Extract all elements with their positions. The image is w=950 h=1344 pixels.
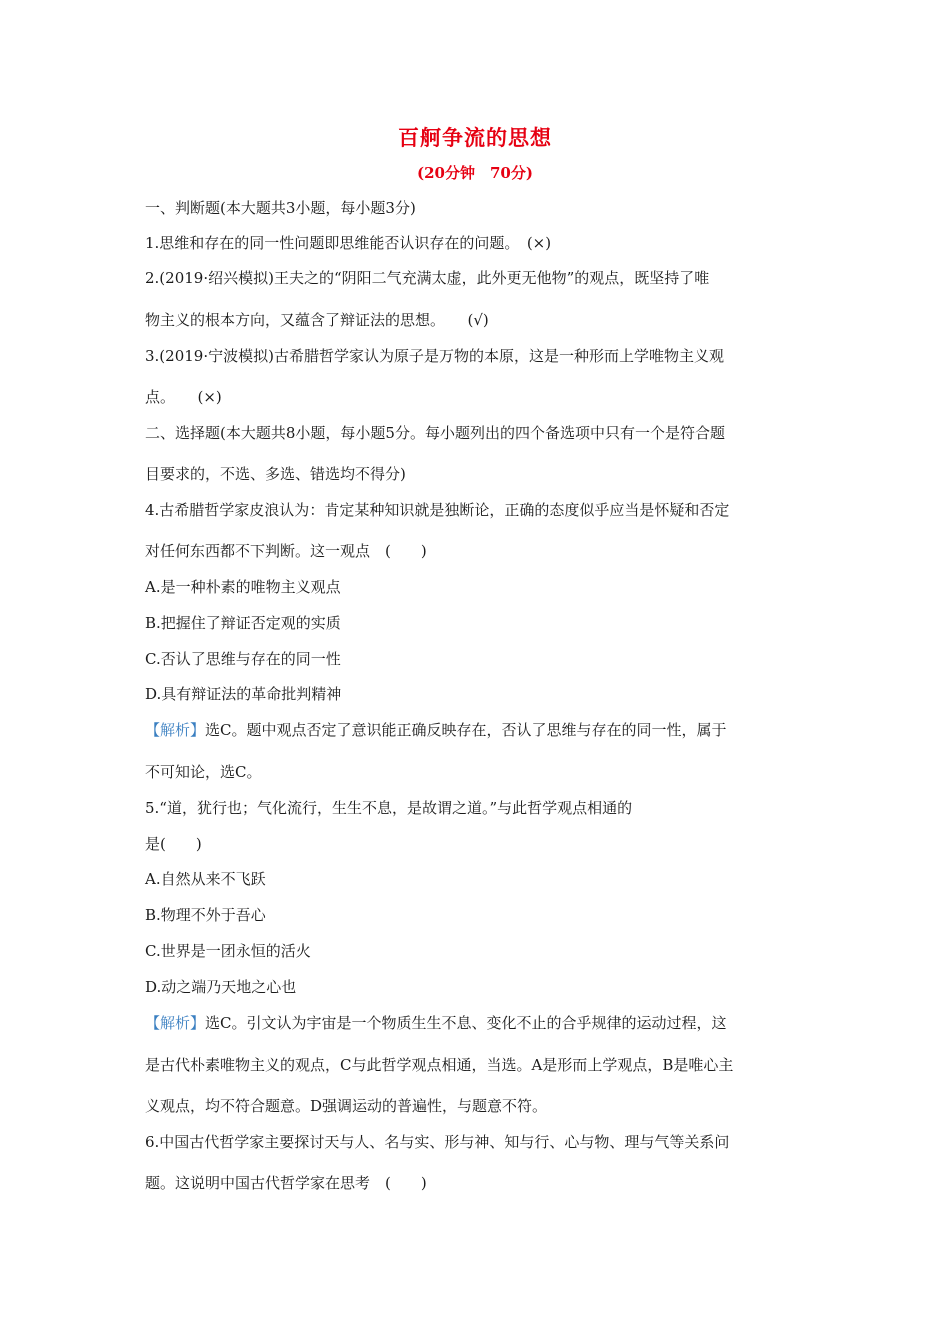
question-3-line-1: 3.(2019·宁波模拟)古希腊哲学家认为原子是万物的本原，这是一种形而上学唯物主义观 xyxy=(145,347,724,365)
analysis-text: 选C。引文认为宇宙是一个物质生生不息、变化不止的合乎规律的运动过程，这 xyxy=(205,1014,727,1032)
analysis-tag: 【解析】 xyxy=(145,721,206,739)
question-4-option-c: C.否认了思维与存在的同一性 xyxy=(145,650,341,668)
question-5-analysis-line-1 xyxy=(145,1013,727,1033)
question-6-stem-line-1: 6.中国古代哲学家主要探讨天与人、名与实、形与神、知与行、心与物、理与气等关系问 xyxy=(145,1133,730,1151)
question-4-option-a: A.是一种朴素的唯物主义观点 xyxy=(145,578,341,596)
question-5-option-b: B.物理不外于吾心 xyxy=(145,906,266,924)
question-5-stem-line-1: 5.“道，犹行也；气化流行，生生不息，是故谓之道。”与此哲学观点相通的 xyxy=(145,799,633,817)
question-4-analysis-line-2: 不可知论，选C。 xyxy=(145,763,262,781)
choice-section-heading-line-1: 二、选择题(本大题共8小题，每小题5分。每小题列出的四个备选项中只有一个是符合题 xyxy=(145,424,725,442)
question-6-stem-line-2: 题。这说明中国古代哲学家在思考 ( ) xyxy=(145,1174,427,1192)
question-2-line-1: 2.(2019·绍兴模拟)王夫之的“阴阳二气充满太虚，此外更无他物”的观点，既坚持了唯 xyxy=(145,269,710,287)
analysis-tag: 【解析】 xyxy=(145,1014,206,1032)
question-5-option-c: C.世界是一团永恒的活火 xyxy=(145,942,311,960)
page-subtitle: (20分钟 70分) xyxy=(417,164,533,182)
question-5-analysis-line-2: 是古代朴素唯物主义的观点，C与此哲学观点相通，当选。A是形而上学观点，B是唯心主 xyxy=(145,1056,734,1074)
question-5-analysis-line-3: 义观点，均不符合题意。D强调运动的普遍性，与题意不符。 xyxy=(145,1097,548,1115)
question-4-option-b: B.把握住了辩证否定观的实质 xyxy=(145,614,341,632)
question-1: 1.思维和存在的同一性问题即思维能否认识存在的问题。 (×) xyxy=(145,234,552,252)
page-title: 百舸争流的思想 xyxy=(398,125,552,150)
question-4-stem-line-2: 对任何东西都不下判断。这一观点 ( ) xyxy=(145,542,427,560)
question-2-line-2: 物主义的根本方向，又蕴含了辩证法的思想。 (√) xyxy=(145,311,489,329)
question-4-stem-line-1: 4.古希腊哲学家皮浪认为：肯定某种知识就是独断论，正确的态度似乎应当是怀疑和否定 xyxy=(145,501,730,519)
question-5-option-d: D.动之端乃天地之心也 xyxy=(145,978,297,996)
judge-section-heading: 一、判断题(本大题共3小题，每小题3分) xyxy=(145,199,416,217)
question-4-analysis-line-1 xyxy=(145,720,727,740)
question-5-option-a: A.自然从来不飞跃 xyxy=(145,870,266,888)
analysis-text: 选C。题中观点否定了意识能正确反映存在，否认了思维与存在的同一性，属于 xyxy=(205,721,727,739)
choice-section-heading-line-2: 目要求的，不选、多选、错选均不得分) xyxy=(145,465,406,483)
question-4-option-d: D.具有辩证法的革命批判精神 xyxy=(145,685,342,703)
question-3-line-2: 点。 (×) xyxy=(145,388,222,406)
question-5-stem-line-2: 是( ) xyxy=(145,835,202,853)
